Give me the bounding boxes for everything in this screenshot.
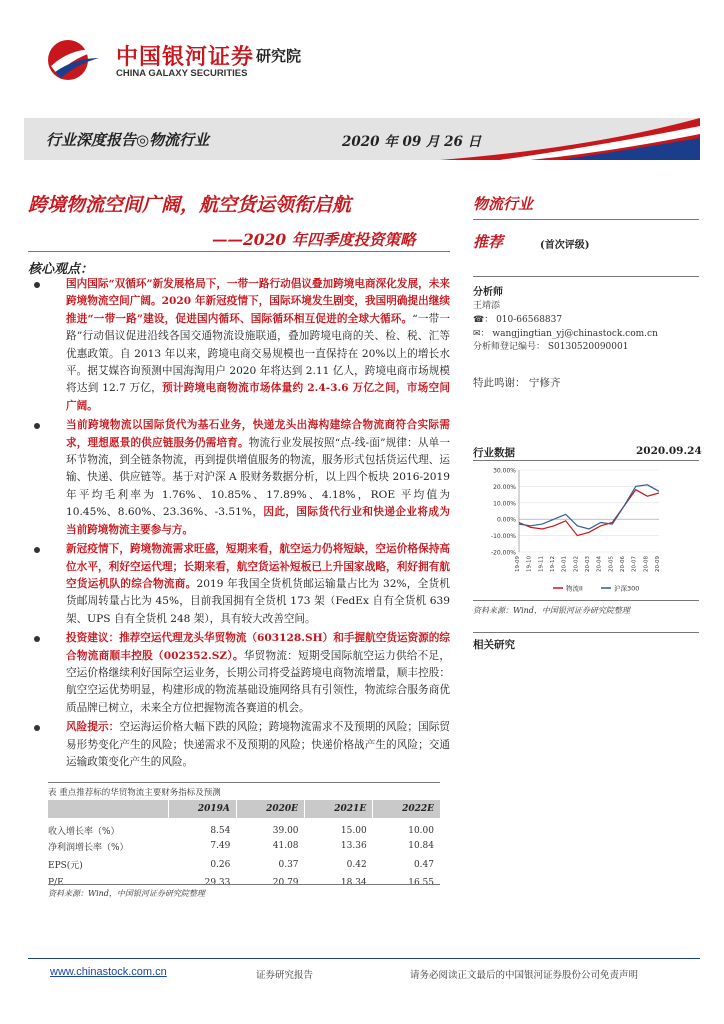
bullet-lead: 国内国际“双循环”新发展格局下，一带一路行动倡议叠加跨境电商深化发展，未来跨境物流空间广阔。2020 年新冠疫情下，国际环境发生剧变，我国明确提出继续推进“一带一路”建设，促进国内循环、国际循环相互促进的全球大循环。 xyxy=(66,278,450,325)
bullet-body: 空运海运价格大幅下跌的风险；跨境物流需求不及预期的风险；国际贸易形势变化产生的风险；快递需求不及预期的风险；快递价格战产生的风险；交通运输政策变化产生的风险。 xyxy=(66,721,450,768)
table-row xyxy=(48,837,440,856)
table-source-note: 资料来源：Wind，中国银河证券研究院整理 xyxy=(48,889,205,898)
table-header-row xyxy=(48,800,440,818)
chart-y-tick-label: 10.00% xyxy=(493,500,516,508)
bullet-lead: 新冠疫情下，跨境物流需求旺盛，短期来看，航空运力仍将短缺，空运价格保持高位水平，利好空运代理；长期来看，航空货运补短板已上升国家战略，利好拥有航空货运机队的综合物流商。 xyxy=(66,543,450,590)
footer-disclaimer: 请务必阅读正文最后的中国银河证券股份公司免责声明 xyxy=(410,970,639,981)
table-header-cell: 2022E xyxy=(373,800,440,818)
chart-y-tick-label: -10.00% xyxy=(490,533,516,541)
industry-data-heading: 行业数据 xyxy=(473,447,515,459)
table-cell: 7.49 xyxy=(210,841,231,852)
chart-x-tick-label: 20-08 xyxy=(643,556,650,572)
table-header-cell: 2021E xyxy=(305,800,373,818)
analyst-license: 分析师登记编号： S0130520090001 xyxy=(473,342,629,352)
galaxy-logo-icon xyxy=(45,36,103,84)
chart-x-tick-label: 19-12 xyxy=(550,556,556,572)
chart-x-tick-label: 20-01 xyxy=(561,556,568,572)
bullet-dot-icon xyxy=(34,547,40,553)
sidebar-rating: 推荐 xyxy=(473,233,504,251)
chart-x-tick-label: 19-10 xyxy=(526,556,533,572)
core-views-list xyxy=(28,276,450,771)
chart-x-tick-label: 20-02 xyxy=(573,556,580,572)
sidebar-divider xyxy=(473,219,699,220)
bullet-body: 物流行业发展按照“点-线-面”规律：从单一环节物流，到全链条物流，再到提供增值服务的物流，服务形式包括货运代理、运输、快递、供应链等。基于对沪深 A 股财务数据分析，以上四个板块 2016-2019 年平均毛利率为 1.76%、10.85%、17.89%、4.18%，ROE 平均值为 10.45%、8.60%、23.36%、-3.51%， xyxy=(66,436,450,519)
related-divider xyxy=(473,632,699,633)
bullet-dot-icon xyxy=(34,282,40,288)
table-cell: 13.36 xyxy=(340,841,367,852)
bullet-dot-icon xyxy=(34,636,40,642)
bullet-lead: 风险提示： xyxy=(66,721,120,734)
analyst-heading: 分析师 xyxy=(473,287,503,298)
core-bullet-3 xyxy=(28,541,450,628)
table-top-divider xyxy=(48,782,440,783)
core-bullet-5 xyxy=(28,719,450,771)
bullet-lead: 当前跨境物流以国际货代为基石业务，快递龙头出海构建综合物流商符合实际需求，理想愿景的供应链服务仍需培育。 xyxy=(66,419,450,449)
sidebar-rating-note: (首次评级) xyxy=(540,240,590,251)
bullet-dot-icon xyxy=(34,725,40,731)
table-cell: 8.54 xyxy=(210,825,231,836)
table-cell: 10.84 xyxy=(408,841,434,852)
chart-x-tick-label: 19-09 xyxy=(515,556,521,572)
chart-x-tick-label: 20-05 xyxy=(608,556,615,572)
chart-x-tick-label: 20-09 xyxy=(655,556,661,572)
analyst-email[interactable]: ✉： wangjingtian_yj@chinastock.com.cn xyxy=(473,329,658,339)
core-views-heading: 核心观点： xyxy=(28,262,94,277)
chart-y-tick-label: -20.00% xyxy=(490,549,516,557)
core-bullet-4 xyxy=(28,630,450,717)
chart-bottom-divider xyxy=(473,600,699,601)
table-cell: 10.00 xyxy=(408,825,434,836)
chart-x-tick-label: 20-03 xyxy=(585,556,591,572)
table-cell: 0.26 xyxy=(210,859,231,870)
table-cell: 收入增长率（%） xyxy=(48,827,120,837)
bullet-lead: 投资建议：推荐空运代理龙头华贸物流（603128.SH）和手握航空货运资源的综合物流商顺丰控股（002352.SZ）。 xyxy=(66,632,450,662)
footer-divider xyxy=(28,958,700,959)
chart-x-tick-label: 19-11 xyxy=(538,556,545,572)
table-cell: 净利润增长率（%） xyxy=(48,842,129,853)
chart-y-tick-label: 30.00% xyxy=(493,467,516,475)
table-row xyxy=(48,818,440,837)
bullet-body: 华贸物流：短期受国际航空运力供给不足，空运价格继续利好国际空运业务，长期公司将受益跨境电商物流增量，顺丰控股：航空空运优势明显，构建形成的物流基础设施网络具有引领性，物流综合服务商优质品牌已树立，未来全方位把握物流各赛道的机会。 xyxy=(66,649,451,714)
report-title: 跨境物流空间广阔，航空货运领衔启航 xyxy=(28,194,352,216)
analyst-divider xyxy=(473,276,699,277)
report-subtitle: ——2020 年四季度投资策略 xyxy=(212,230,416,249)
chart-x-tick-label: 20-04 xyxy=(596,556,603,572)
analyst-phone: ☎： 010-66568837 xyxy=(473,315,563,325)
table-cell: 0.42 xyxy=(346,859,367,870)
table-bottom-divider xyxy=(48,884,440,885)
bullet-tail: 预计跨境电商物流市场体量约 2.4-3.6 万亿之间，市场空间广阔。 xyxy=(66,382,450,412)
industry-line-chart xyxy=(473,460,699,598)
table-cell: 0.47 xyxy=(413,859,434,870)
report-banner xyxy=(24,118,700,160)
title-divider xyxy=(28,251,450,252)
core-bullet-1 xyxy=(28,276,450,415)
related-research-heading: 相关研究 xyxy=(473,639,515,651)
institute-label: 研究院 xyxy=(256,47,302,65)
chart-legend-label: 物流II xyxy=(566,584,583,593)
chart-source-note: 资料来源：Wind，中国银河证券研究院整理 xyxy=(473,606,630,615)
financial-table xyxy=(48,800,440,893)
table-cell: 0.37 xyxy=(278,859,299,870)
brand-name-en: CHINA GALAXY SECURITIES xyxy=(116,68,248,79)
analyst-name: 王靖添 xyxy=(473,301,501,311)
table-header-cell: 2019A xyxy=(168,800,236,818)
report-type-label: 行业深度报告◎物流行业 xyxy=(46,131,210,149)
sidebar-industry: 物流行业 xyxy=(473,195,534,213)
industry-data-date: 2020.09.24 xyxy=(636,445,702,457)
chart-x-tick-label: 20-07 xyxy=(631,556,638,572)
chart-legend-label: 沪深300 xyxy=(614,584,640,593)
bullet-dot-icon xyxy=(34,423,40,429)
acknowledgement: 特此鸣谢： 宁修齐 xyxy=(473,377,561,389)
bullet-tail: 因此，国际货代行业和快递企业将成为当前跨境物流主要参与方。 xyxy=(66,506,450,536)
footer-report-label: 证券研究报告 xyxy=(256,970,314,981)
chart-y-tick-label: 20.00% xyxy=(493,483,516,491)
bullet-body: 2019 年我国全货机货邮运输量占比为 32%，全货机货邮周转量占比为 45%，目前我国拥有全货机 173 架（FedEx 自有全货机 639 架、UPS 自有全货机 248 架），具有较大改善空间。 xyxy=(66,577,450,625)
report-date: 2020 年 09 月 26 日 xyxy=(342,134,482,150)
chart-x-tick-label: 20-06 xyxy=(620,556,626,572)
chart-y-tick-label: 0.00% xyxy=(496,516,516,524)
table-cell: EPS(元) xyxy=(48,861,83,872)
table-row xyxy=(48,856,440,875)
table-header-cell xyxy=(48,800,168,818)
brand-name-cn: 中国银河证券 xyxy=(116,45,255,70)
table-title: 表 重点推荐标的华贸物流主要财务指标及预测 xyxy=(48,788,221,798)
table-header-cell: 2020E xyxy=(236,800,304,818)
bullet-body: “一带一路”行动倡议促进沿线各国交通物流设施联通，叠加跨境电商的关、检、税、汇等优惠政策。自 2013 年以来，跨境电商交易规模也一直保持在 20%以上的增长水平。据艾媒咨询预测中国海淘用户 2020 年将达到 2.11 亿人，跨境电商市场规模将达到 12.7 万亿， xyxy=(66,312,450,395)
table-cell: 39.00 xyxy=(272,825,299,836)
table-cell: 15.00 xyxy=(340,825,367,836)
table-cell: 41.08 xyxy=(272,841,299,852)
core-bullet-2 xyxy=(28,417,450,539)
footer-website-link[interactable]: www.chinastock.com.cn xyxy=(50,966,167,978)
